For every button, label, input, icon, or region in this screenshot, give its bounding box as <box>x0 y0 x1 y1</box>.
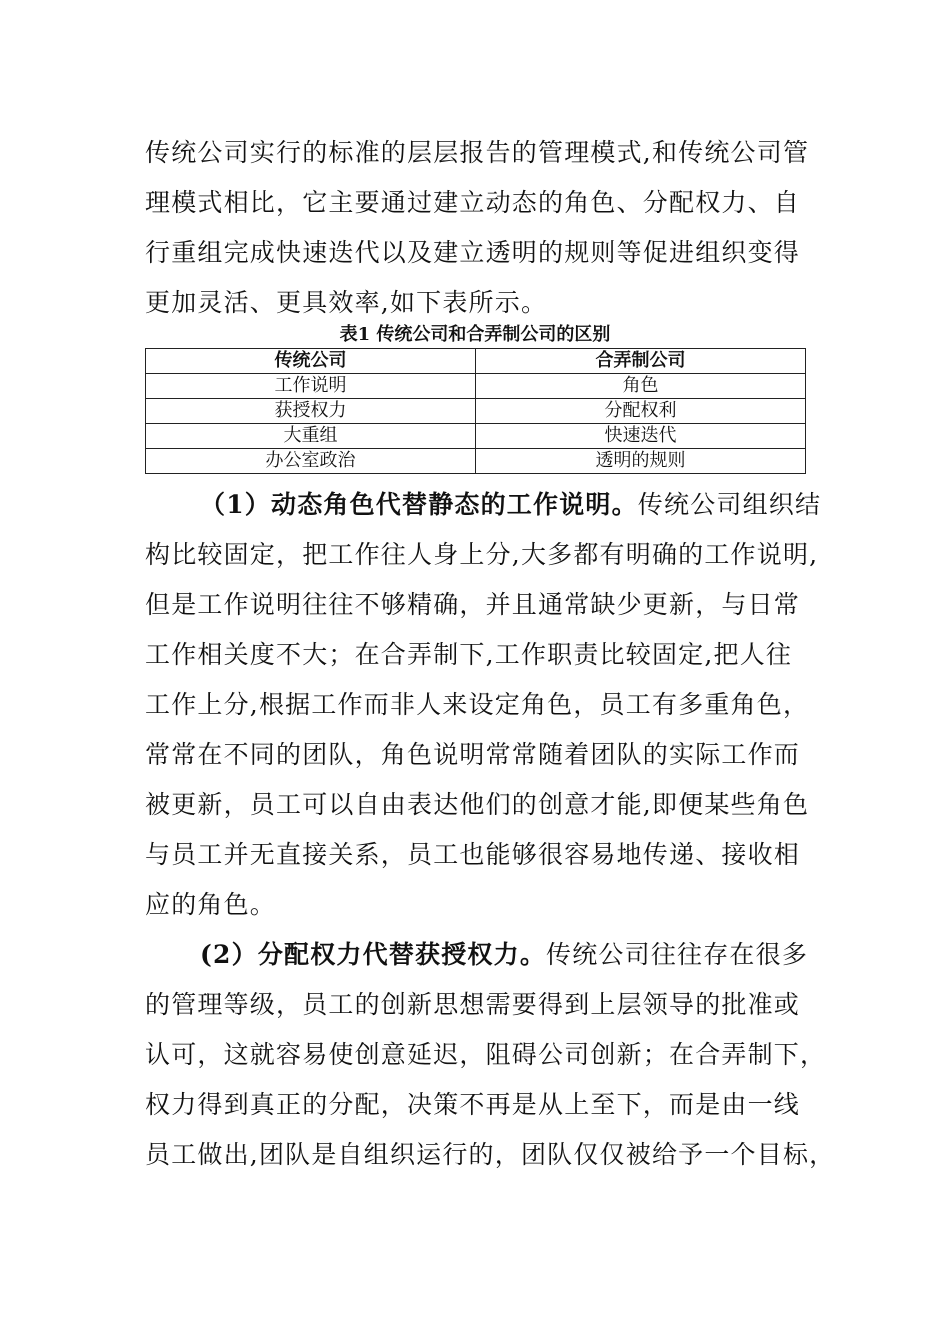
section2-first-line-text: 传统公司往往存在很多 <box>546 940 809 969</box>
section2-line: 的管理等级，员工的创新思想需要得到上层领导的批准或 <box>145 990 801 1019</box>
section1-line: 与员工并无直接关系，员工也能够很容易地传递、接收相 <box>145 840 801 869</box>
table-cell: 分配权利 <box>476 399 806 424</box>
table-cell: 大重组 <box>146 424 476 449</box>
table-cell: 角色 <box>476 374 806 399</box>
table-cell: 办公室政治 <box>146 449 476 474</box>
section2-line: 员工做出,团队是自组织运行的，团队仅仅被给予一个目标， <box>145 1140 836 1169</box>
header-holacracy: 合弄制公司 <box>476 349 806 374</box>
table-header-row <box>146 349 806 374</box>
intro-line: 行重组完成快速迭代以及建立透明的规则等促进组织变得 <box>145 238 801 267</box>
section1-first-line <box>200 490 870 520</box>
comparison-table <box>145 348 806 474</box>
section2-line: 认可，这就容易使创意延迟，阻碍公司创新；在合弄制下， <box>145 1040 827 1069</box>
section1-first-line-text: 传统公司组织结 <box>637 490 822 519</box>
section1-heading: （1）动态角色代替静态的工作说明。 <box>200 490 638 519</box>
section2-heading: (2）分配权力代替获授权力。 <box>200 940 547 969</box>
section1-line: 工作相关度不大；在合弄制下,工作职责比较固定,把人往 <box>145 640 793 669</box>
section1-line: 应的角色。 <box>145 890 277 919</box>
table-row <box>146 424 806 449</box>
table-caption: 表1 传统公司和合弄制公司的区别 <box>339 324 611 345</box>
table-row <box>146 449 806 474</box>
section1-line: 但是工作说明往往不够精确，并且通常缺少更新，与日常 <box>145 590 801 619</box>
section1-line: 工作上分,根据工作而非人来设定角色，员工有多重角色， <box>145 690 810 719</box>
section1-line: 被更新，员工可以自由表达他们的创意才能,即便某些角色 <box>145 790 810 819</box>
table-row <box>146 374 806 399</box>
table-row <box>146 399 806 424</box>
table-cell: 透明的规则 <box>476 449 806 474</box>
header-traditional: 传统公司 <box>146 349 476 374</box>
section1-line: 构比较固定，把工作往人身上分,大多都有明确的工作说明, <box>145 540 819 569</box>
table-cell: 快速迭代 <box>476 424 806 449</box>
section2-line: 权力得到真正的分配，决策不再是从上至下，而是由一线 <box>145 1090 801 1119</box>
intro-line: 传统公司实行的标准的层层报告的管理模式,和传统公司管 <box>145 138 810 167</box>
table-cell: 获授权力 <box>146 399 476 424</box>
table-cell: 工作说明 <box>146 374 476 399</box>
intro-line: 更加灵活、更具效率,如下表所示。 <box>145 288 548 317</box>
intro-line: 理模式相比，它主要通过建立动态的角色、分配权力、自 <box>145 188 801 217</box>
section2-first-line <box>200 940 870 970</box>
section1-line: 常常在不同的团队，角色说明常常随着团队的实际工作而 <box>145 740 801 769</box>
